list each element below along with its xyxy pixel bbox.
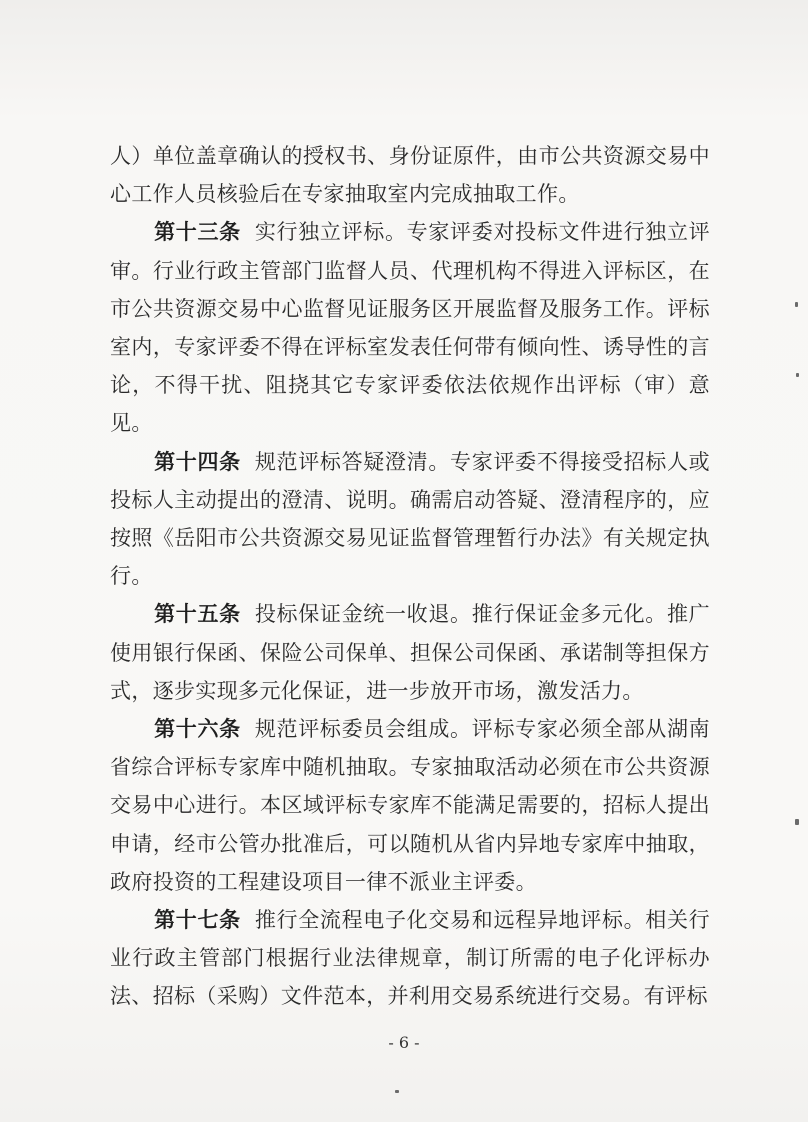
document-body: [110, 137, 710, 1016]
scan-speck: [395, 1090, 399, 1093]
article-16: [110, 710, 710, 901]
article-text: 投标保证金统一收退。推行保证金多元化。推广使用银行保函、保险公司保单、担保公司保函、承诺制等担保方式，逐步实现多元化保证，进一步放开市场，激发活力。: [110, 602, 710, 703]
article-13: [110, 213, 710, 442]
article-text: 推行全流程电子化交易和远程异地评标。相关行业行政主管部门根据行业法律规章，制订所需的电子化评标办法、招标（采购）文件范本，并利用交易系统进行交易。有评标: [110, 908, 710, 1009]
article-text: 规范评标答疑澄清。专家评委不得接受招标人或投标人主动提出的澄清、说明。确需启动答疑、澄清程序的，应按照《岳阳市公共资源交易见证监督管理暂行办法》有关规定执行。: [110, 449, 710, 589]
article-number: 第十三条: [154, 219, 241, 245]
article-number: 第十四条: [154, 448, 241, 474]
article-17: [110, 901, 710, 1016]
page-number: - 6 -: [388, 1033, 420, 1052]
paragraph-continuation: [110, 137, 710, 213]
article-14: [110, 443, 710, 596]
scan-speck: [795, 302, 798, 307]
article-text: 规范评标委员会组成。评标专家必须全部从湖南省综合评标专家库中随机抽取。专家抽取活动必须在市公共资源交易中心进行。本区域评标专家库不能满足需要的，招标人提出申请，经市公管办批准后，可以随机从省内异地专家库中抽取，政府投资的工程建设项目一律不派业主评委。: [110, 717, 710, 894]
article-number: 第十五条: [154, 601, 241, 627]
scan-speck: [796, 373, 799, 377]
article-text: 实行独立评标。专家评委对投标文件进行独立评审。行业行政主管部门监督人员、代理机构不得进入评标区，在市公共资源交易中心监督见证服务区开展监督及服务工作。评标室内，专家评委不得在评标室发表任何带有倾向性、诱导性的言论，不得干扰、阻挠其它专家评委依法依规作出评标（审）意见。: [110, 220, 710, 436]
article-number: 第十六条: [154, 716, 241, 742]
article-15: [110, 595, 710, 710]
scan-speck: [795, 819, 799, 825]
article-number: 第十七条: [154, 907, 241, 933]
paragraph-text: 人）单位盖章确认的授权书、身份证原件，由市公共资源交易中心工作人员核验后在专家抽取室内完成抽取工作。: [110, 144, 710, 207]
